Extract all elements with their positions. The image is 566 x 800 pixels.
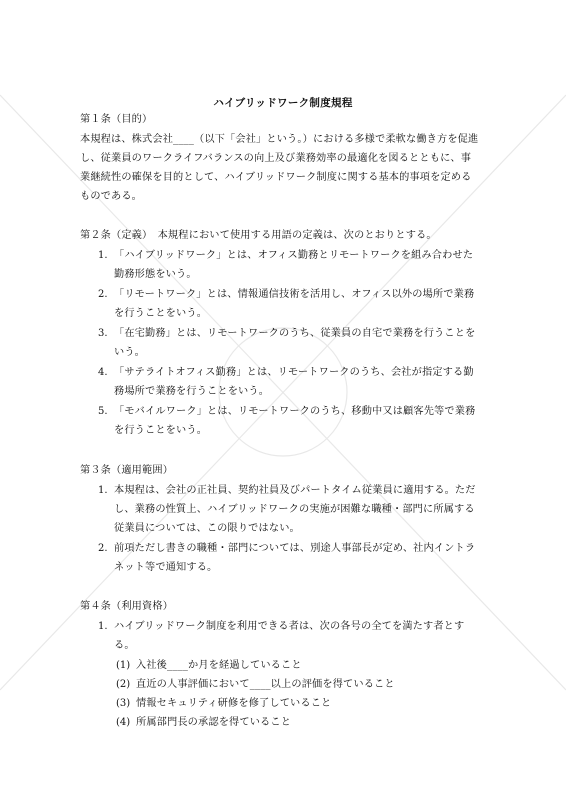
sub-item-text: 直近の人事評価において____以上の評価を得ていること <box>136 679 395 690</box>
definition-item-line: いう。 <box>114 347 146 358</box>
article-1-line: し、従業員のワークライフバランスの向上及び業務効率の最適化を図るとともに、事 <box>80 153 472 164</box>
list-number: 1. <box>98 485 108 496</box>
eligibility-item-line: る。 <box>114 640 135 651</box>
article-2-heading: 第２条（定義） 本規程において使用する用語の定義は、次のとおりとする。 <box>80 230 437 241</box>
article-1-heading: 第１条（目的） <box>80 114 153 125</box>
definition-item-line: 「サテライトオフィス勤務」とは、リモートワークのうち、会社が指定する勤 <box>114 367 474 378</box>
list-number: 2. <box>98 289 108 300</box>
article-1-line: 本規程は、株式会社____（以下「会社」という。）における多様で柔軟な働き方を促進 <box>80 134 479 145</box>
list-number: 3. <box>98 328 108 339</box>
scope-item-line: ネット等で通知する。 <box>114 562 218 573</box>
list-number: 4. <box>98 367 108 378</box>
definition-item-line: 「モバイルワーク」とは、リモートワークのうち、移動中又は顧客先等で業務 <box>114 406 476 417</box>
scope-item-line: 前項ただし書きの職種・部門については、別途人事部長が定め、社内イントラ <box>114 543 476 554</box>
article-4-heading: 第４条（利用資格） <box>80 601 174 612</box>
article-1-line: ものである。 <box>80 191 143 202</box>
definition-item-line: 「リモートワーク」とは、情報通信技術を活用し、オフィス以外の場所で業務 <box>114 289 475 300</box>
document-title: ハイブリッドワーク制度規程 <box>213 97 353 109</box>
sub-item-text: 情報セキュリティ研修を修了していること <box>136 698 332 709</box>
list-number: 1. <box>98 250 108 261</box>
scope-item-line: 本規程は、会社の正社員、契約社員及びパートタイム従業員に適用する。ただ <box>114 485 476 496</box>
definition-item-line: 「在宅勤務」とは、リモートワークのうち、従業員の自宅で業務を行うことを <box>114 328 476 339</box>
sub-item-number: (4) <box>116 717 131 728</box>
article-1-line: 業継続性の確保を目的として、ハイブリッドワーク制度に関する基本的事項を定める <box>80 172 472 183</box>
sub-item-text: 入社後____か月を経過していること <box>136 660 302 671</box>
sub-item-text: 所属部門長の承認を得ていること <box>136 717 292 728</box>
sub-item-number: (3) <box>116 698 131 709</box>
sub-item-number: (1) <box>116 660 131 671</box>
definition-item-line: を行うことをいう。 <box>114 308 208 319</box>
eligibility-item-line: ハイブリッドワーク制度を利用できる者は、次の各号の全てを満たす者とす <box>114 621 465 632</box>
list-number: 2. <box>98 543 108 554</box>
scope-item-line: し、業務の性質上、ハイブリッドワークの実施が困難な職種・部門に所属する <box>114 504 475 515</box>
list-number: 1. <box>98 621 108 632</box>
definition-item-line: を行うことをいう。 <box>114 425 208 436</box>
definition-item-line: 務場所で業務を行うことをいう。 <box>114 386 270 397</box>
list-number: 5. <box>98 406 108 417</box>
scope-item-line: 従業員については、この限りではない。 <box>114 523 300 534</box>
definition-item-line: 「ハイブリッドワーク」とは、オフィス勤務とリモートワークを組み合わせた <box>114 250 474 261</box>
sub-item-number: (2) <box>116 679 131 690</box>
definition-item-line: 勤務形態をいう。 <box>114 269 197 280</box>
article-3-heading: 第３条（適用範囲） <box>80 465 174 476</box>
